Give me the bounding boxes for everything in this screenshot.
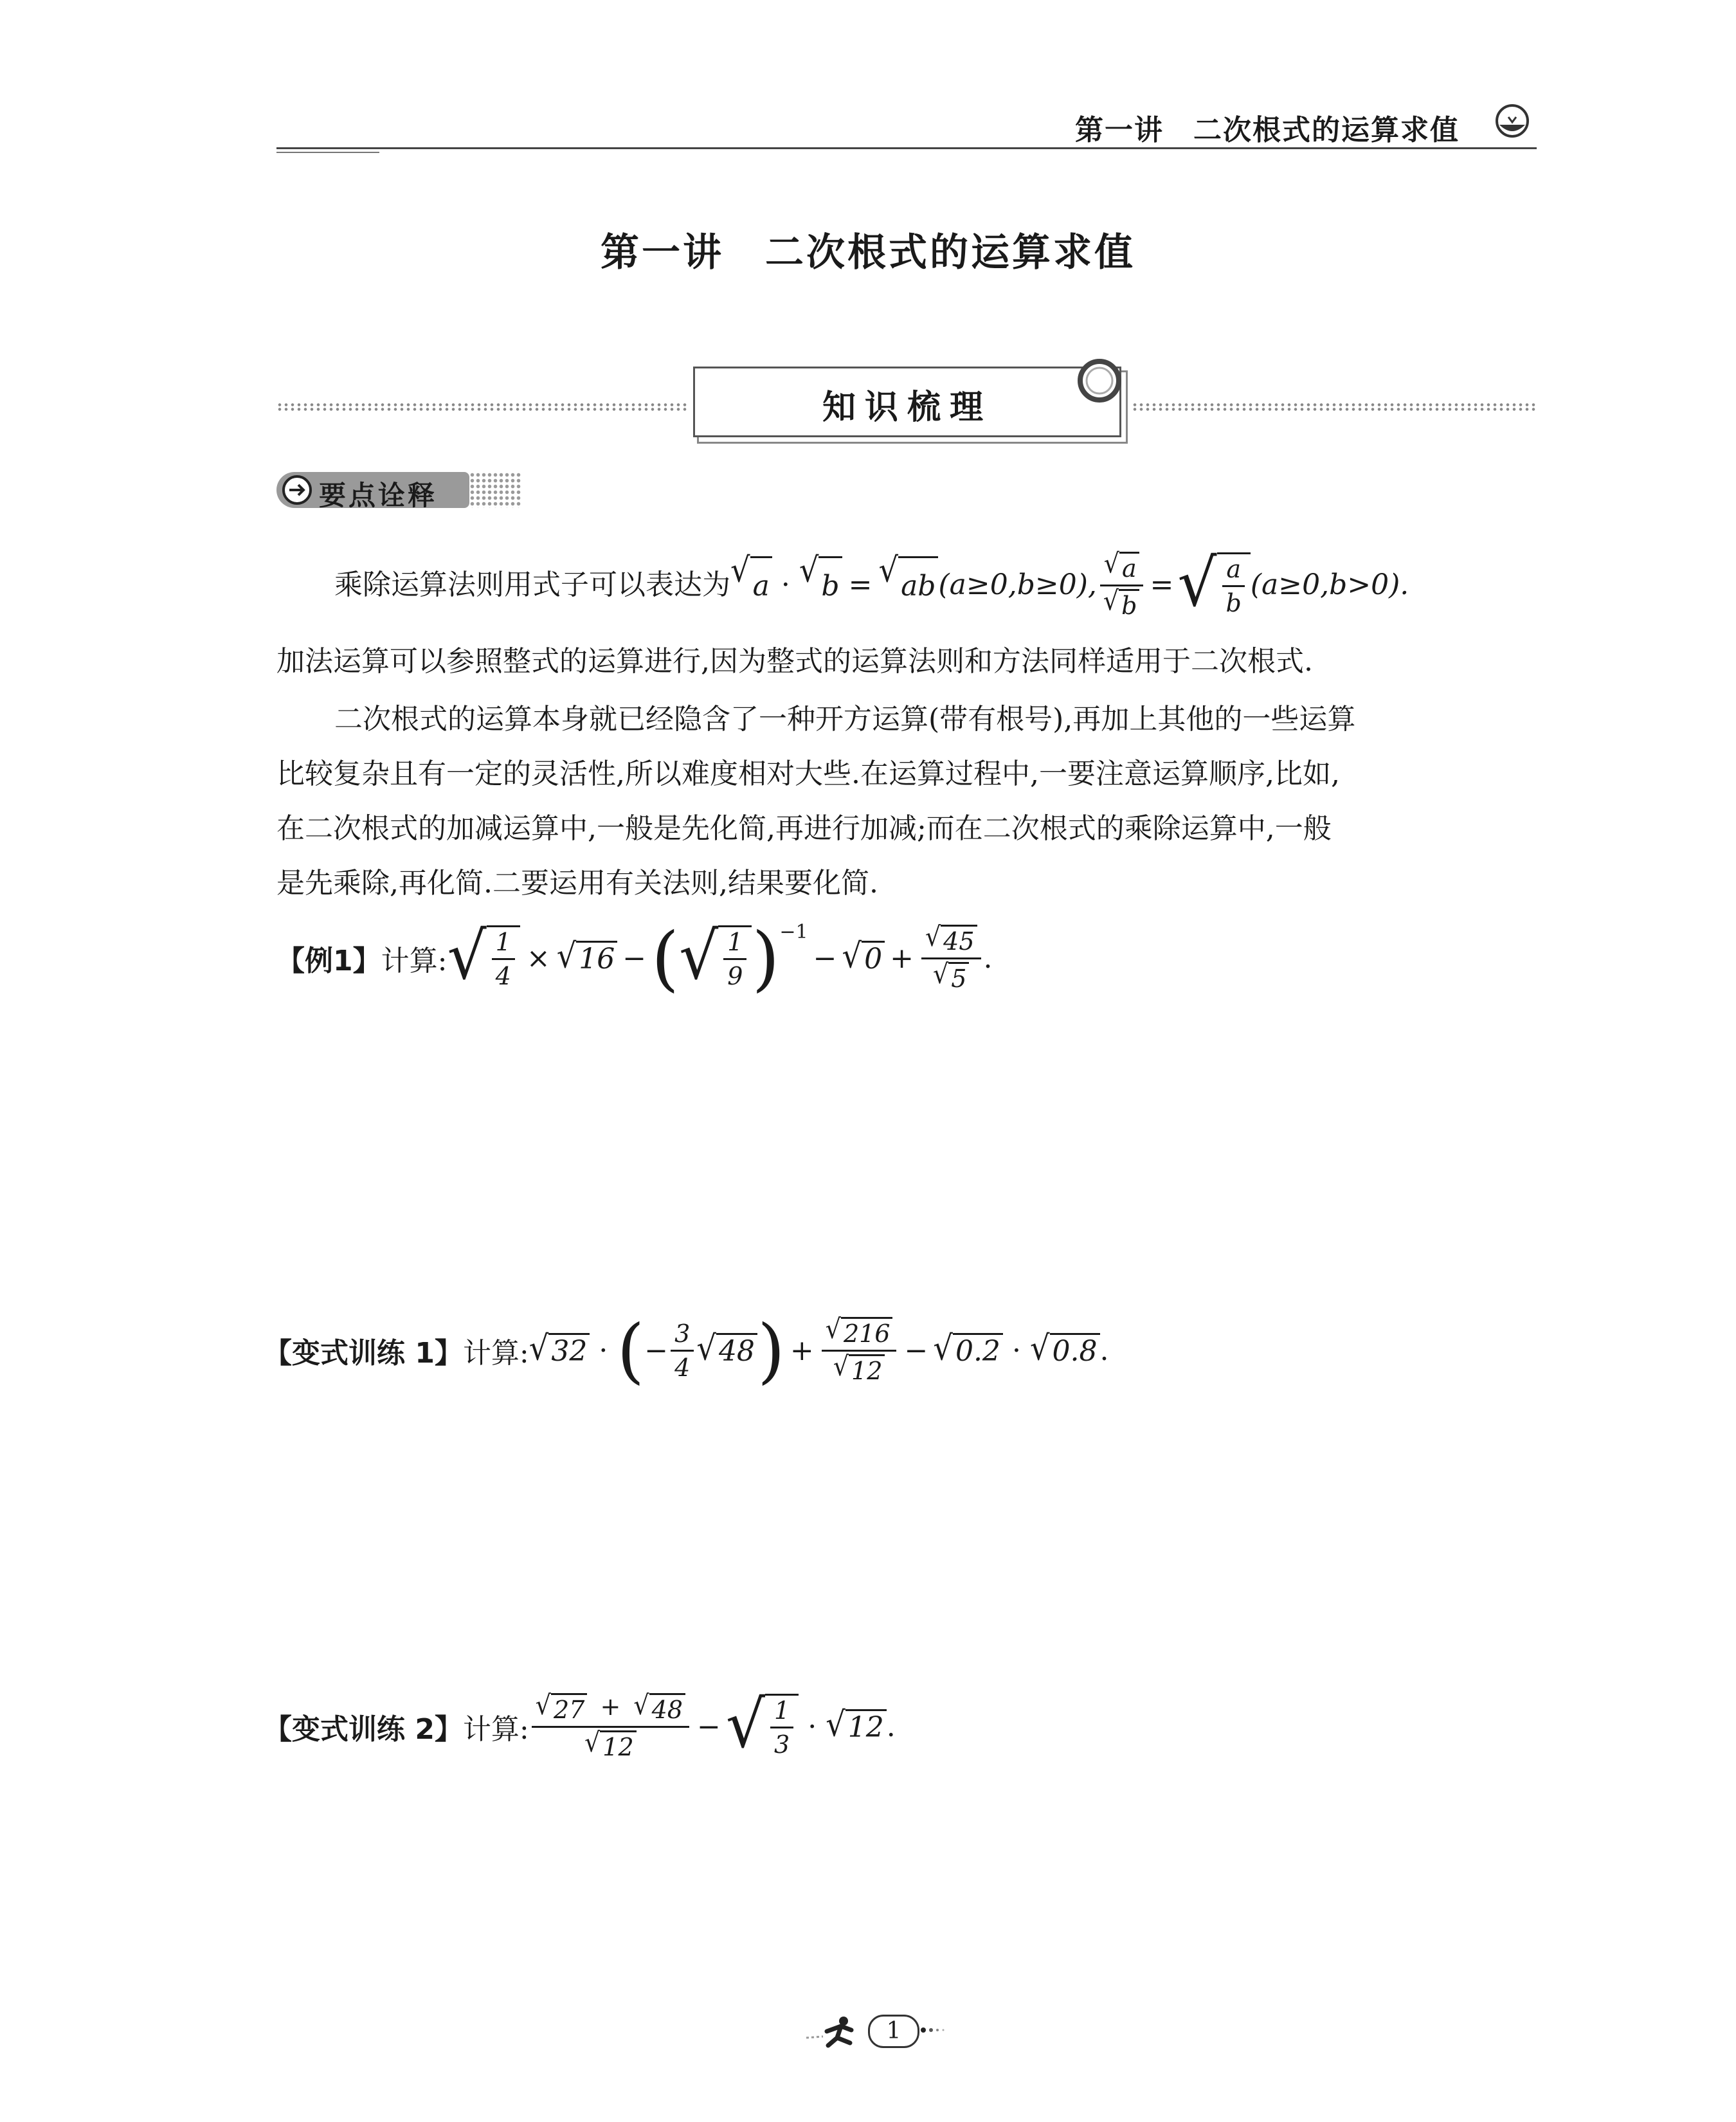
expr-frac-sqrt216-sqrt12: √ 216 √ 12 bbox=[822, 1316, 897, 1386]
expr-sqrt-16: √ 16 bbox=[557, 941, 618, 975]
ring-icon bbox=[1074, 355, 1125, 406]
header-rule bbox=[276, 147, 1537, 149]
minus-operator: − bbox=[813, 941, 837, 975]
variant-1 bbox=[264, 1309, 1109, 1392]
banner-dots-left bbox=[276, 403, 688, 412]
left-paren: ( bbox=[651, 917, 680, 999]
tag-dots bbox=[469, 472, 521, 508]
period: . bbox=[1099, 1334, 1109, 1367]
expr-sqrt-one-ninth: √ $\frac{1}{9}$ bbox=[679, 925, 752, 991]
page-footer bbox=[804, 2009, 958, 2054]
dot-operator: · bbox=[781, 568, 790, 601]
paragraph-note-line-3: 在二次根式的加减运算中,一般是先化简,再进行加减;而在二次根式的乘除运算中,一般 bbox=[276, 812, 1332, 845]
key-points-tag bbox=[276, 468, 521, 513]
condition-1: (a≥0,b≥0), bbox=[938, 568, 1097, 601]
expr-sqrt-48: √ 48 bbox=[696, 1333, 757, 1368]
paragraph-addition: 加法运算可以参照整式的运算进行,因为整式的运算法则和方法同样适用于二次根式. bbox=[276, 645, 1313, 678]
expr-sqrt-32: √ 32 bbox=[529, 1333, 590, 1368]
trailing-dots-icon bbox=[919, 2024, 952, 2036]
formula-sqrt-a: √ a bbox=[730, 556, 772, 615]
variant-1-prompt: 计算: bbox=[462, 1337, 529, 1370]
period: . bbox=[983, 941, 993, 975]
expr-frac-sqrt45-sqrt5: √ 45 √ 5 bbox=[921, 923, 981, 993]
minus-operator: − bbox=[696, 1710, 721, 1743]
formula-sqrt-frac: √ $\frac{a}{b}$ bbox=[1177, 552, 1251, 618]
example-1 bbox=[276, 917, 993, 999]
page-number: 1 bbox=[868, 2015, 919, 2048]
running-header-title: 第一讲 二次根式的运算求值 bbox=[1075, 114, 1460, 147]
expr-sqrt-one-third: √ $\frac{1}{3}$ bbox=[726, 1694, 799, 1759]
variant-2-label: 【变式训练 2】 bbox=[264, 1713, 463, 1746]
paragraph-rules-lead: 乘除运算法则用式子可以表达为 bbox=[334, 568, 730, 601]
paragraph-note-line-2: 比较复杂且有一定的灵活性,所以难度相对大些.在运算过程中,一要注意运算顺序,比如, bbox=[276, 757, 1340, 790]
example-1-prompt: 计算: bbox=[381, 945, 448, 977]
banner-box bbox=[693, 367, 1121, 437]
chapter-emblem-icon bbox=[1494, 103, 1530, 139]
plus-operator: + bbox=[890, 941, 914, 975]
right-paren: ) bbox=[752, 917, 780, 999]
minus-operator: − bbox=[904, 1334, 928, 1367]
left-paren: ( bbox=[617, 1309, 645, 1392]
expr-sqrt-one-quarter: √ $\frac{1}{4}$ bbox=[447, 925, 520, 991]
condition-2: (a≥0,b>0). bbox=[1250, 568, 1409, 601]
banner-dots-right bbox=[1132, 403, 1537, 412]
formula-sqrt-b: √ b bbox=[799, 556, 842, 615]
exponent-minus-one: −1 bbox=[779, 921, 808, 943]
dot-operator: · bbox=[808, 1710, 817, 1743]
dot-operator: · bbox=[1011, 1334, 1021, 1367]
equals-sign: = bbox=[848, 568, 873, 601]
expr-sqrt-0-8: √ 0.8 bbox=[1030, 1333, 1100, 1368]
section-banner-label: 知识梳理 bbox=[822, 388, 992, 427]
right-paren: ) bbox=[757, 1309, 785, 1392]
variant-1-label: 【变式训练 1】 bbox=[264, 1337, 463, 1370]
example-1-label: 【例1】 bbox=[276, 945, 381, 977]
dot-operator: · bbox=[599, 1334, 608, 1367]
expr-frac-sum-over-sqrt12: √ 27 + √ 48 √ 12 bbox=[532, 1692, 689, 1762]
formula-sqrt-ab: √ ab bbox=[878, 556, 938, 615]
variant-2-prompt: 计算: bbox=[462, 1713, 529, 1746]
variant-2 bbox=[264, 1688, 896, 1765]
expr-sqrt-0-2: √ 0.2 bbox=[933, 1333, 1003, 1368]
paragraph-note-line-4: 是先乘除,再化简.二要运用有关法则,结果要化简. bbox=[276, 867, 878, 900]
running-header bbox=[276, 103, 1537, 149]
key-points-label: 要点诠释 bbox=[319, 480, 438, 511]
expr-sqrt-0: √ 0 bbox=[842, 941, 885, 975]
equals-sign: = bbox=[1150, 568, 1174, 601]
paragraph-note-line-1: 二次根式的运算本身就已经隐含了一种开方运算(带有根号),再加上其他的一些运算 bbox=[334, 703, 1356, 736]
arrow-circle-icon bbox=[282, 475, 312, 505]
period: . bbox=[886, 1710, 896, 1743]
times-operator: × bbox=[526, 941, 550, 975]
plus-operator: + bbox=[790, 1334, 814, 1367]
expr-frac-3-4: $\frac{3}{4}$ bbox=[671, 1319, 694, 1383]
formula-frac-sqrt: √ a √ b bbox=[1099, 550, 1144, 621]
running-figure-icon bbox=[804, 2012, 868, 2051]
page-title: 第一讲 二次根式的运算求值 bbox=[601, 230, 1135, 275]
minus-operator: − bbox=[622, 941, 647, 975]
minus-operator: − bbox=[644, 1334, 669, 1367]
section-banner bbox=[276, 360, 1537, 437]
paragraph-rules bbox=[334, 545, 1409, 621]
header-rule-accent bbox=[276, 152, 379, 153]
expr-sqrt-12: √ 12 bbox=[826, 1709, 887, 1744]
